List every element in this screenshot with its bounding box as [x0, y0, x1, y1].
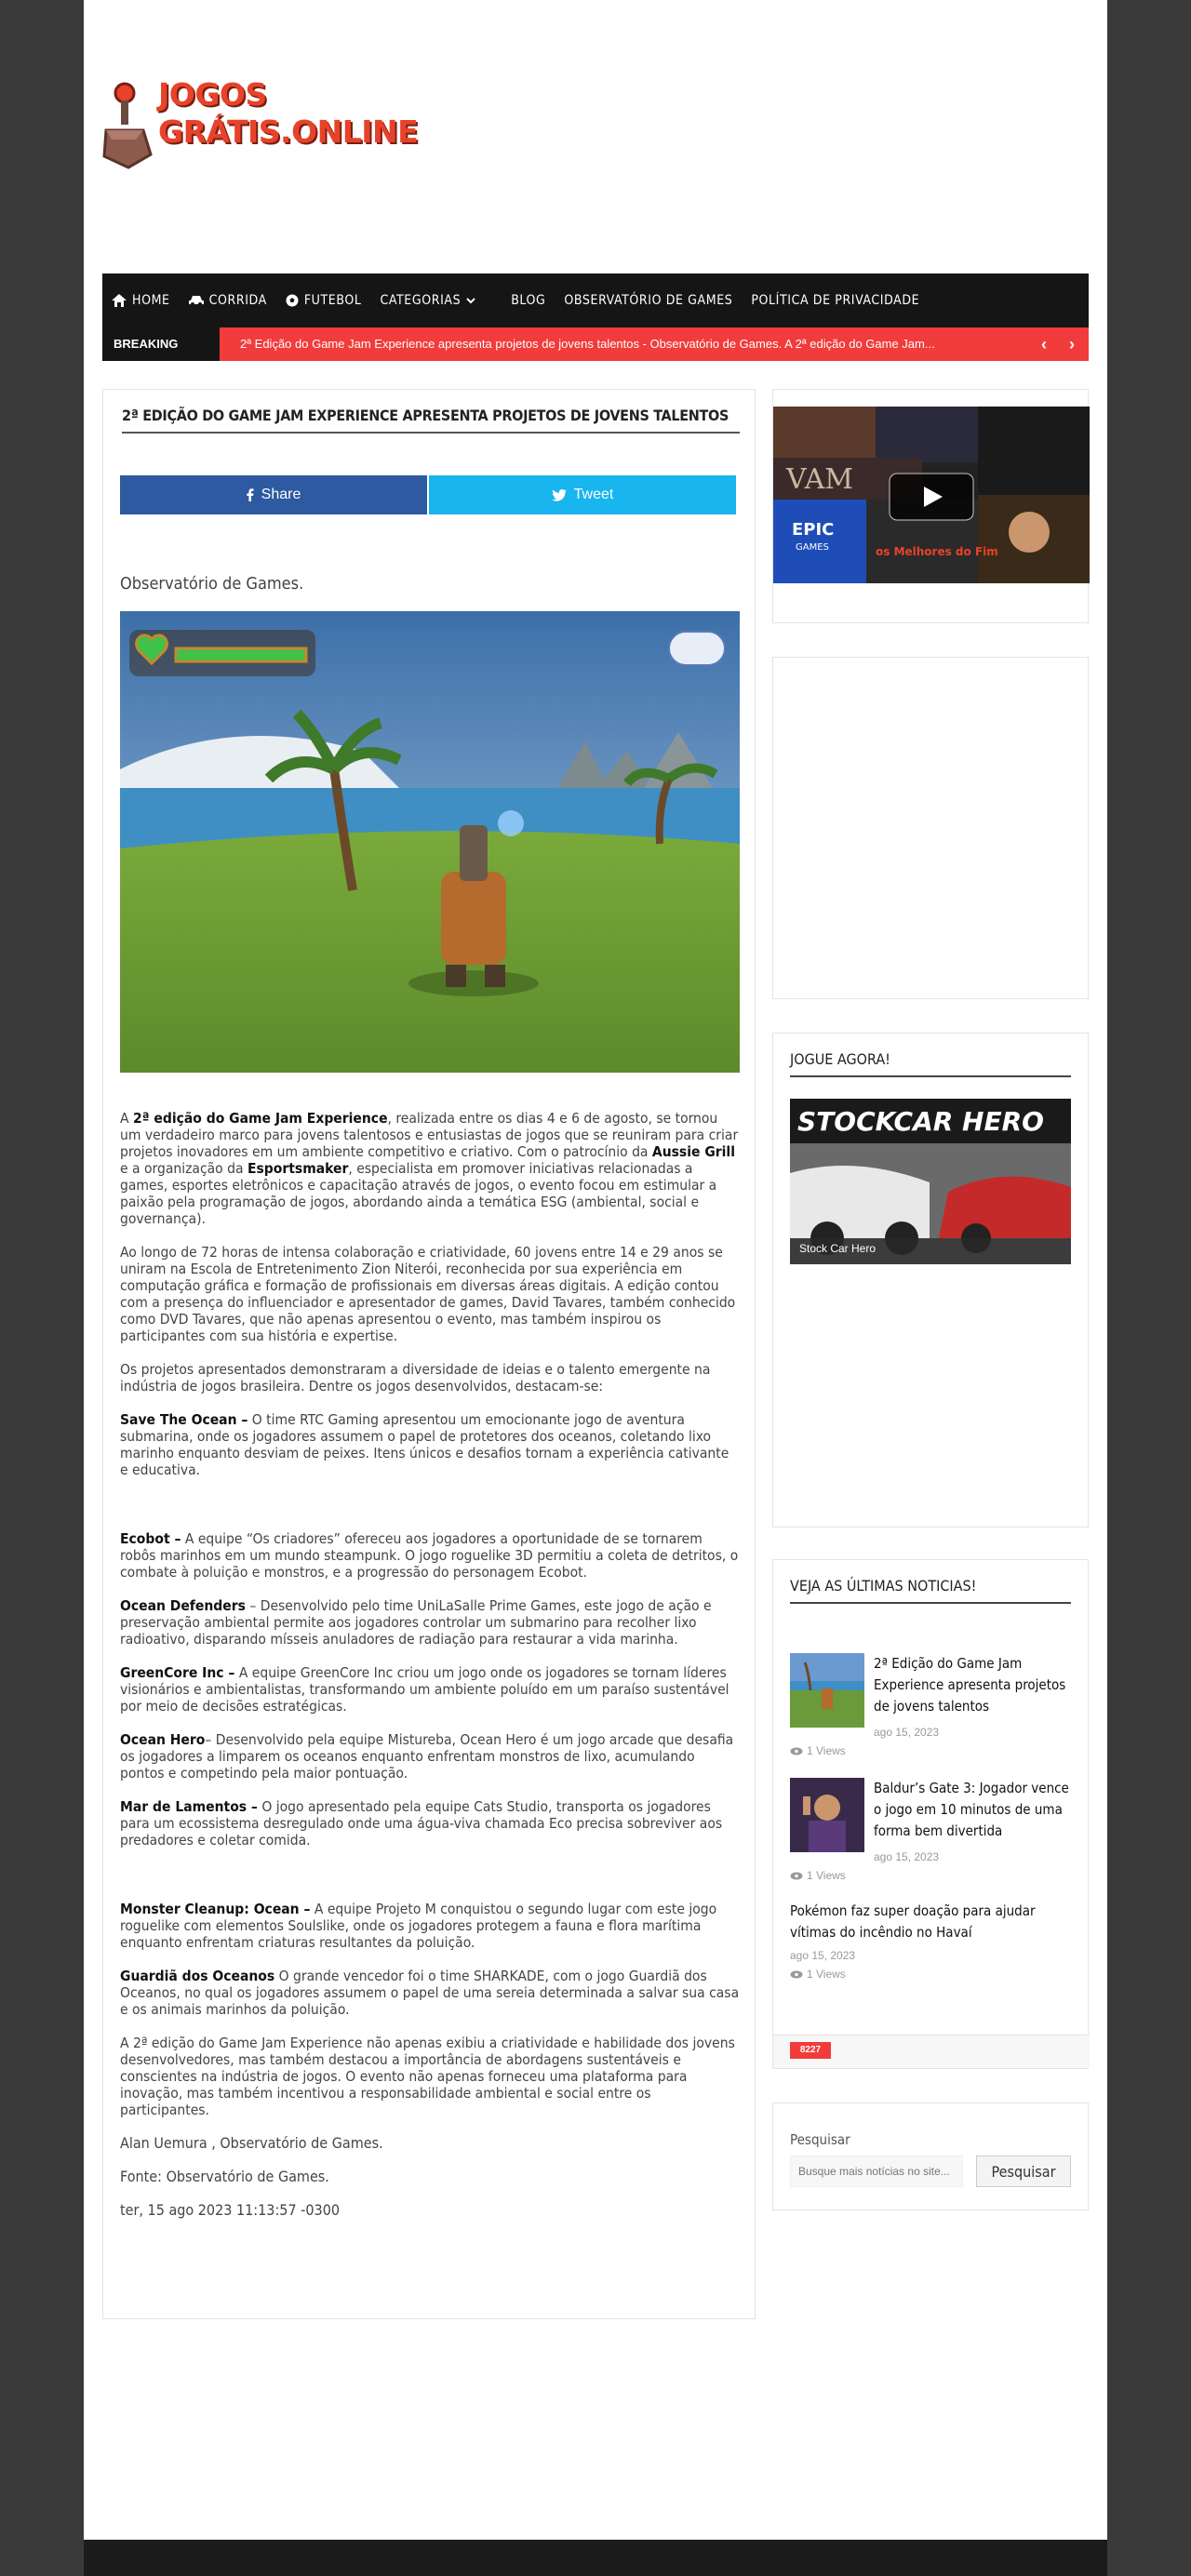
facebook-share-button[interactable]: [120, 475, 427, 514]
paragraph: A 2ª edição do Game Jam Experience não apenas exibiu a criatividade e habilidade dos jovens desenvolvedores, mas também destacou a importância de abordagens sustentáveis e conscientes na indústria de jogos. O evento não apenas forneceu uma plataforma para inovação, mas também incentivou a responsabilidade ambiental e social entre os participantes.: [120, 2035, 735, 2118]
tweet-label: Tweet: [573, 487, 614, 502]
ad-widget: [772, 657, 1089, 999]
game-card[interactable]: [790, 1099, 1071, 1264]
widget-title: JOGUE AGORA!: [790, 1050, 1071, 1077]
game-entry: Ecobot – A equipe “Os criadores” ofereceu aos jogadores a oportunidade de se tornarem robôs marinhos em um mundo steampunk. O jogo roguelike 3D permitiu a coleta de detritos, o combate à poluição e monstros, e a progressão do personagem Ecobot.: [120, 1530, 739, 1581]
news-item[interactable]: [790, 1901, 1071, 1994]
highlight: 2ª edição do Game Jam Experience: [132, 1110, 388, 1127]
widget-title: VEJA AS ÚLTIMAS NOTICIAS!: [790, 1577, 1071, 1604]
article-intro: Observatório de Games.: [120, 574, 304, 594]
search-button[interactable]: Pesquisar: [976, 2156, 1071, 2187]
news-title[interactable]: 2ª Edição do Game Jam Experience apresenta projetos de jovens talentos: [874, 1655, 1066, 1715]
nav-item-categorias[interactable]: [380, 293, 475, 308]
nav-item-home[interactable]: [112, 293, 170, 308]
nav-item-observatorio[interactable]: [564, 293, 732, 308]
previous-arrow-icon[interactable]: ‹: [1041, 335, 1047, 354]
svg-text:VAM: VAM: [786, 463, 854, 496]
game-entry: Ocean Hero– Desenvolvido pela equipe Mistureba, Ocean Hero é um jogo arcade que desafia os jogadores a limparem os oceanos enquanto enfrentam monstros de lixo, acumulando pontos e competindo pela maior pontuação.: [120, 1731, 734, 1782]
nav-item-label: FUTEBOL: [303, 293, 362, 308]
site-logo[interactable]: [102, 76, 428, 177]
footer-bar: [84, 2540, 1107, 2576]
video-widget: [772, 389, 1089, 623]
nav-item-label: CATEGORIAS: [380, 293, 462, 308]
latest-news-widget: [772, 1559, 1089, 2069]
sponsor-link[interactable]: Aussie Grill: [651, 1143, 735, 1160]
news-thumbnail: [790, 1653, 864, 1728]
paragraph: A 2ª edição do Game Jam Experience, realizada entre os dias 4 e 6 de agosto, se tornou um verdadeiro marco para jovens talentosos e entusiastas de jogos que se reuniram para criar projetos inovadores em um ambiente competitivo e criativo. Com o patrocínio da Aussie Grill e a organização da Esportsmaker, especialista em promover iniciativas relacionadas a games, esportes eletrônicos e capacitação através de jogos, o evento focou em estimular a paixão pela programação de jogos, abordando ainda a temática ESG (ambiental, social e governança).: [120, 1110, 739, 1227]
svg-text:STOCKCAR HERO: STOCKCAR HERO: [797, 1106, 1044, 1137]
home-icon: [112, 294, 127, 307]
logo-text: [158, 76, 418, 151]
article-card: [102, 389, 756, 2319]
news-views: 1 Views: [790, 1968, 846, 1981]
breaking-news-text[interactable]: 2ª Edição do Game Jam Experience apresenta projetos de jovens talentos - Observatório de Games. A 2ª edição do Game Jam...: [240, 337, 935, 351]
paragraph: Os projetos apresentados demonstraram a diversidade de ideias e o talento emergente na indústria de jogos brasileira. Dentre os jogos desenvolvidos, destacam-se:: [120, 1361, 711, 1395]
twitter-share-button[interactable]: [429, 475, 736, 514]
news-date: ago 15, 2023: [874, 1850, 940, 1863]
news-item[interactable]: [790, 1653, 1071, 1774]
game-entry: GreenCore Inc – A equipe GreenCore Inc criou um jogo onde os jogadores se tornam líderes visionários e ambientalistas, transformando um ambiente poluído em um paraíso sustentável por meio de decisões estratégicas.: [120, 1664, 729, 1715]
news-views: 1 Views: [790, 1869, 846, 1882]
video-collage-image: [773, 407, 1090, 583]
eye-icon: [790, 1970, 803, 1979]
nav-item-futebol[interactable]: [286, 293, 362, 308]
search-input[interactable]: [790, 2156, 963, 2187]
joystick-icon: [102, 78, 154, 171]
breaking-news-label: BREAKING NEWS:: [102, 327, 220, 361]
page-container: [84, 0, 1107, 2540]
game-entry: Guardiã dos Oceanos O grande vencedor foi o time SHARKADE, com o jogo Guardiã dos Oceanos, no qual os jogadores assumem o papel de uma sereia determinada a salvar sua casa e os animais marinhos da poluição.: [120, 1968, 740, 2018]
nav-item-privacidade[interactable]: [751, 293, 919, 308]
stock-car-hero-image: [790, 1099, 1071, 1264]
news-thumbnail: [790, 1778, 864, 1852]
game-entry: Ocean Defenders – Desenvolvido pelo time UniLaSalle Prime Games, este jogo de ação e preservação ambiental permite aos jogadores controlar um submarino para recolher lixo radioativo, disparando mísseis anuladores de radiação para restaurar a vida marinha.: [120, 1597, 712, 1648]
news-date: ago 15, 2023: [874, 1726, 940, 1739]
nav-item-label: POLÍTICA DE PRIVACIDADE: [751, 293, 920, 308]
play-now-widget: [772, 1033, 1089, 1528]
svg-text:EPIC: EPIC: [792, 520, 835, 540]
article-source: Fonte: Observatório de Games.: [120, 2168, 329, 2185]
game-title: Stock Car Hero: [799, 1242, 877, 1255]
main-navbar: [102, 274, 1089, 327]
search-label: Pesquisar: [790, 2131, 850, 2148]
svg-text:os Melhores do Fim: os Melhores do Fim: [876, 545, 998, 558]
game-entry: Save The Ocean – O time RTC Gaming apresentou um emocionante jogo de aventura submarina, onde os jogadores assumem o papel de protetores dos oceanos, coletando lixo marinho enquanto desviam de peixes. Itens únicos e desafios tornam a experiência cativante e educativa.: [120, 1411, 729, 1478]
article-author: Alan Uemura , Observatório de Games.: [120, 2134, 383, 2152]
logo-line-2: GRÁTIS.ONLINE: [158, 113, 419, 150]
news-date: ago 15, 2023: [790, 1949, 856, 1962]
article-date: ter, 15 ago 2023 11:13:57 -0300: [120, 2201, 340, 2219]
soccer-ball-icon: [286, 294, 299, 307]
twitter-icon: [552, 489, 567, 501]
eye-icon: [790, 1747, 803, 1755]
video-thumbnail[interactable]: [773, 407, 1090, 583]
nav-item-label: BLOG: [511, 293, 546, 308]
search-widget: [772, 2102, 1089, 2210]
svg-text:GAMES: GAMES: [796, 542, 829, 553]
next-arrow-icon[interactable]: ›: [1069, 335, 1075, 354]
nav-item-label: CORRIDA: [208, 293, 267, 308]
eye-icon: [790, 1872, 803, 1880]
breaking-news-bar: [102, 327, 1089, 384]
car-icon: [189, 295, 204, 306]
nav-item-label: OBSERVATÓRIO DE GAMES: [564, 293, 733, 308]
nav-item-corrida[interactable]: [189, 293, 267, 308]
logo-line-1: JOGOS: [158, 76, 267, 113]
news-views: 1 Views: [790, 1744, 846, 1757]
game-screenshot-image: [120, 611, 740, 1073]
article-image: [120, 611, 740, 1073]
article-title: 2ª EDIÇÃO DO GAME JAM EXPERIENCE APRESENTA PROJETOS DE JOVENS TALENTOS: [122, 407, 740, 434]
news-title[interactable]: Pokémon faz super doação para ajudar vítimas do incêndio no Havaí: [790, 1902, 1036, 1941]
game-entry: Mar de Lamentos – O jogo apresentado pela equipe Cats Studio, transporta os jogadores para um ecossistema desregulado onde uma água-viva chamada Eco precisa sobreviver aos predadores e coletar comida.: [120, 1798, 723, 1849]
article-body: [120, 1110, 740, 2236]
paragraph: Ao longo de 72 horas de intensa colaboração e criatividade, 60 jovens entre 14 e 29 anos se uniram na Escola de Entretenimento Zion Niterói, reconhecida por sua experiência em computação gráfica e formação de profissionais em diversas áreas digitais. A edição contou com a presença do influenciador e apresentador de games, David Tavares, também conhecido como DVD Tavares, que não apenas apresentou o evento, mas também inspirou os participantes com sua história e expertise.: [120, 1244, 736, 1344]
nav-item-blog[interactable]: [511, 293, 545, 308]
facebook-icon: [247, 488, 254, 501]
nav-item-label: HOME: [132, 293, 170, 308]
game-entry: Monster Cleanup: Ocean – A equipe Projeto M conquistou o segundo lugar com este jogo roguelike com elementos Soulslike, onde os jogadores protegem a fauna e flora marítima enquanto enfrentam criaturas resultantes da poluição.: [120, 1901, 717, 1951]
organizer-link[interactable]: Esportsmaker: [247, 1160, 349, 1177]
view-counter-badge: 8227: [790, 2042, 831, 2059]
news-item[interactable]: [790, 1778, 1071, 1899]
chevron-down-icon: [466, 297, 475, 304]
news-title[interactable]: Baldur’s Gate 3: Jogador vence o jogo em 10 minutos de uma forma bem divertida: [874, 1780, 1069, 1839]
share-label: Share: [261, 487, 301, 502]
